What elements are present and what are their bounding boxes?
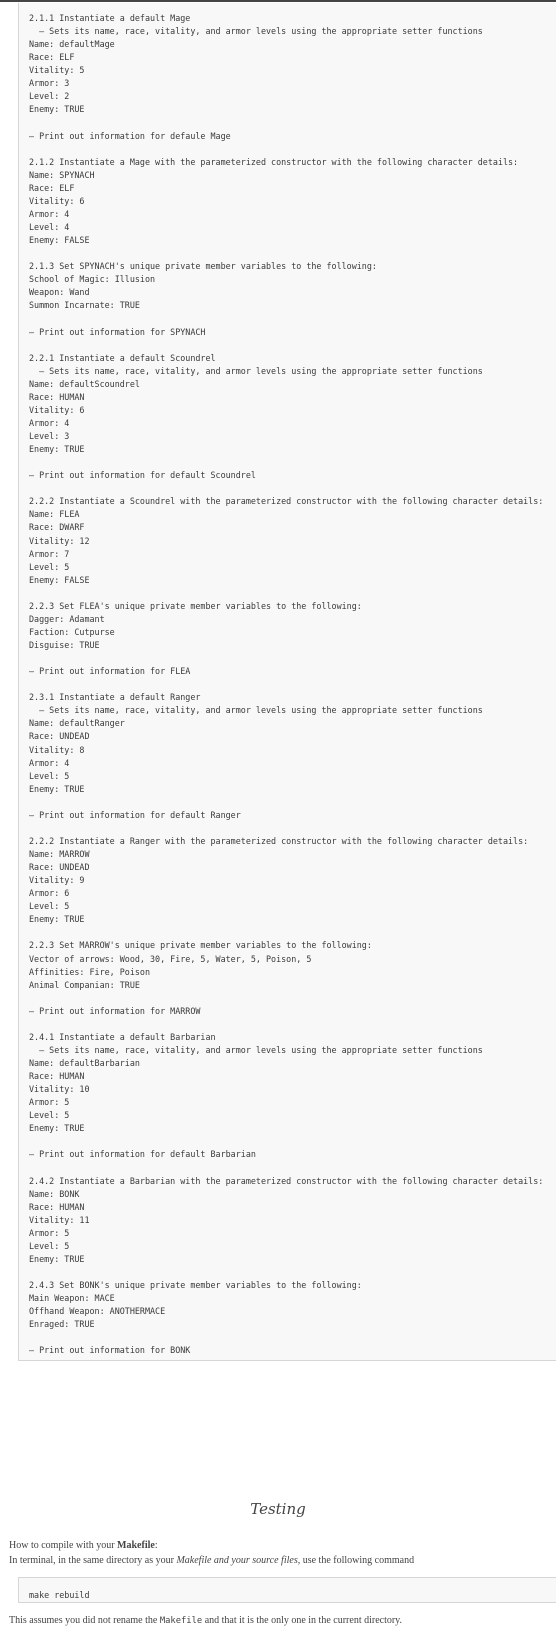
makefile-note-prefix: This assumes you did not rename the — [9, 1615, 160, 1626]
code-line: Weapon: Wand — [29, 287, 90, 298]
code-block-text — [29, 12, 556, 1357]
code-line: – Print out information for MARROW — [29, 1005, 201, 1016]
compile-instructions — [9, 1540, 158, 1551]
code-line: – Print out information for default Barbarian — [29, 1149, 256, 1160]
code-line: 2.1.1 Instantiate a default Mage — [29, 13, 191, 23]
code-line: – Print out information for FLEA — [29, 666, 191, 677]
code-line: Level: 5 — [29, 901, 70, 912]
section-heading-testing: Testing — [250, 1500, 306, 1518]
code-line: Vitality: 12 — [29, 535, 90, 546]
code-line: Faction: Cutpurse — [29, 626, 115, 637]
code-line: Level: 4 — [29, 222, 70, 232]
code-line: Enemy: TRUE — [29, 914, 85, 925]
code-line: Level: 5 — [29, 770, 70, 781]
code-line: – Print out information for default Ranger — [29, 809, 241, 820]
command-text: make rebuild — [29, 1590, 90, 1600]
code-line: 2.2.2 Instantiate a Scoundrel with the parameterized constructor with the following character details: — [29, 496, 544, 507]
code-line: Race: ELF — [29, 182, 75, 193]
makefile-note — [9, 1615, 402, 1626]
terminal-instructions-italic: Makefile and your source files, — [176, 1555, 301, 1566]
code-line: 2.2.1 Instantiate a default Scoundrel — [29, 352, 216, 363]
code-line: Vitality: 6 — [29, 404, 85, 415]
code-line: Race: DWARF — [29, 522, 85, 533]
code-line: Armor: 4 — [29, 417, 70, 428]
code-line: Affinities: Fire, Poison — [29, 966, 151, 977]
code-line: Name: SPYNACH — [29, 169, 95, 180]
compile-instructions-prefix: How to compile with your — [9, 1540, 118, 1551]
terminal-instructions-prefix: In terminal, in the same directory as your — [9, 1555, 177, 1566]
code-line: 2.4.2 Instantiate a Barbarian with the parameterized constructor with the following character details: — [29, 1175, 544, 1186]
code-line: Vitality: 11 — [29, 1214, 90, 1225]
compile-instructions-suffix: : — [154, 1540, 158, 1551]
code-line: Armor: 4 — [29, 208, 70, 219]
code-line: Name: FLEA — [29, 509, 80, 520]
code-line: Vitality: 5 — [29, 65, 85, 76]
code-line: Race: HUMAN — [29, 1201, 85, 1212]
code-line: Main Weapon: MACE — [29, 1293, 115, 1304]
code-line: Race: HUMAN — [29, 391, 85, 402]
code-line: 2.1.2 Instantiate a Mage with the parameterized constructor with the following character details: — [29, 156, 519, 167]
code-line: Vitality: 10 — [29, 1084, 90, 1095]
code-line: 2.4.1 Instantiate a default Barbarian — [29, 1031, 216, 1042]
code-line: Vitality: 8 — [29, 744, 85, 755]
code-line: Offhand Weapon: ANOTHERMACE — [29, 1306, 166, 1317]
code-line: – Sets its name, race, vitality, and armor levels using the appropriate setter functions — [29, 1044, 483, 1055]
code-line: Race: UNDEAD — [29, 731, 90, 742]
code-line: Level: 5 — [29, 561, 70, 572]
makefile-note-code: Makefile — [159, 1616, 203, 1626]
code-line: – Print out information for BONK — [29, 1345, 191, 1356]
code-line: Name: MARROW — [29, 849, 90, 859]
code-line: Armor: 5 — [29, 1097, 70, 1108]
code-line: Summon Incarnate: TRUE — [29, 300, 140, 311]
code-line: Enraged: TRUE — [29, 1319, 95, 1330]
code-line: 2.2.2 Instantiate a Ranger with the parameterized constructor with the following character details: — [29, 835, 529, 846]
code-line: Enemy: TRUE — [29, 1253, 85, 1264]
code-line: Enemy: FALSE — [29, 574, 90, 585]
code-line: Name: defaultMage — [29, 39, 115, 50]
code-block — [18, 3, 556, 1361]
makefile-bold: Makefile — [117, 1540, 155, 1551]
code-line: – Sets its name, race, vitality, and armor levels using the appropriate setter functions — [29, 365, 483, 376]
code-line: Enemy: TRUE — [29, 444, 85, 455]
code-line: Level: 5 — [29, 1110, 70, 1121]
code-line: Vitality: 6 — [29, 195, 85, 206]
makefile-note-suffix: and that it is the only one in the current directory. — [202, 1615, 403, 1626]
code-line: Name: BONK — [29, 1188, 80, 1199]
code-line: Dagger: Adamant — [29, 613, 105, 624]
code-line: Armor: 7 — [29, 548, 70, 559]
code-line: Armor: 6 — [29, 888, 70, 899]
top-divider — [0, 0, 556, 2]
code-line: Level: 2 — [29, 91, 70, 102]
code-line: Armor: 3 — [29, 78, 70, 89]
code-line: Level: 5 — [29, 1240, 70, 1251]
code-line: Enemy: TRUE — [29, 104, 85, 115]
code-line: 2.3.1 Instantiate a default Ranger — [29, 692, 201, 703]
code-line: Name: defaultBarbarian — [29, 1058, 140, 1068]
code-line: Race: ELF — [29, 52, 75, 63]
code-line: Armor: 4 — [29, 757, 70, 768]
code-line: Race: HUMAN — [29, 1071, 85, 1082]
code-line: – Print out information for default Scoundrel — [29, 470, 256, 481]
code-line: Enemy: TRUE — [29, 783, 85, 794]
code-line: Armor: 5 — [29, 1227, 70, 1238]
code-line: Animal Companian: TRUE — [29, 979, 140, 990]
code-line: – Sets its name, race, vitality, and armor levels using the appropriate setter functions — [29, 26, 483, 37]
code-line: Enemy: FALSE — [29, 235, 90, 246]
code-line: Name: defaultScoundrel — [29, 378, 140, 389]
code-line: 2.2.3 Set FLEA's unique private member variables to the following: — [29, 600, 362, 611]
code-line: – Print out information for SPYNACH — [29, 326, 206, 337]
code-line: 2.4.3 Set BONK's unique private member variables to the following: — [29, 1280, 362, 1291]
code-line: Disguise: TRUE — [29, 640, 100, 650]
code-line: – Sets its name, race, vitality, and armor levels using the appropriate setter functions — [29, 705, 483, 716]
terminal-instructions-suffix: use the following command — [300, 1555, 415, 1566]
code-line: Level: 3 — [29, 431, 70, 441]
code-line: Race: UNDEAD — [29, 862, 90, 873]
code-line: 2.1.3 Set SPYNACH's unique private member variables to the following: — [29, 261, 377, 272]
code-line: Vector of arrows: Wood, 30, Fire, 5, Water, 5, Poison, 5 — [29, 953, 312, 964]
code-line: Name: defaultRanger — [29, 718, 125, 729]
code-line: School of Magic: Illusion — [29, 274, 156, 285]
code-line: 2.2.3 Set MARROW's unique private member variables to the following: — [29, 940, 372, 951]
command-code-block — [18, 1577, 556, 1603]
terminal-instructions — [9, 1555, 414, 1566]
code-line: Enemy: TRUE — [29, 1123, 85, 1134]
code-line: – Print out information for defaule Mage — [29, 130, 231, 141]
code-line: Vitality: 9 — [29, 875, 85, 886]
